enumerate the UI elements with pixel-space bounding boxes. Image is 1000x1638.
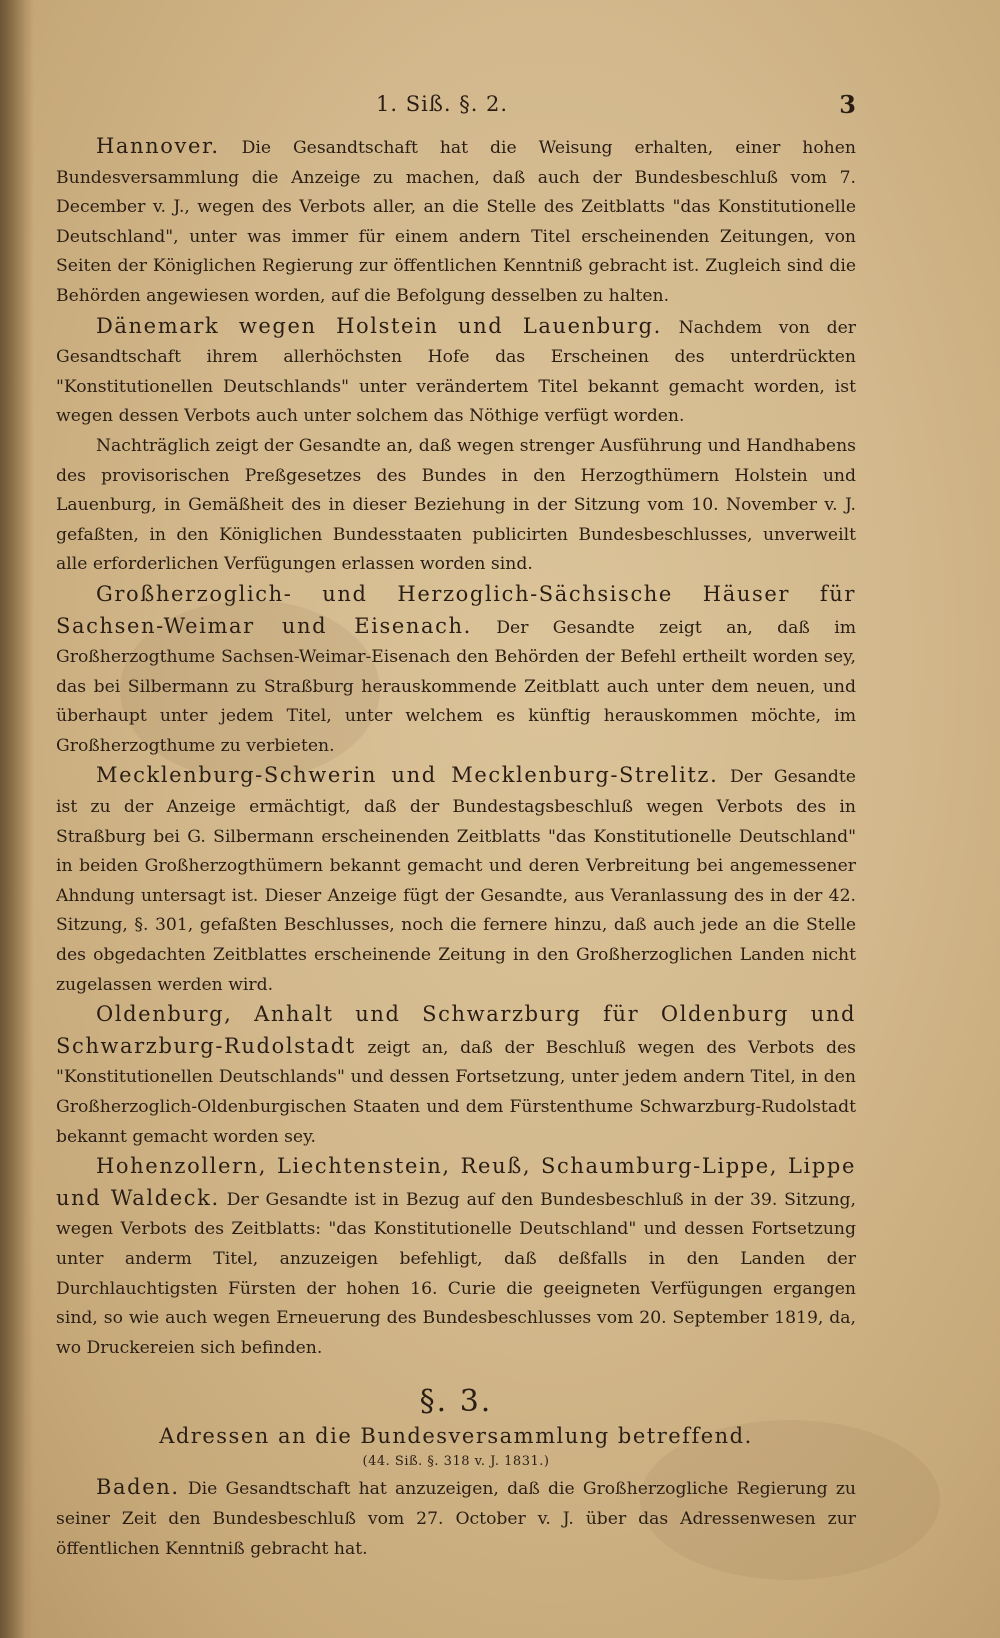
paragraph-text: Der Gesandte ist in Bezug auf den Bundesbeschluß in der 39. Sitzung, wegen Verbots des Zeitblatts: "das Konstitutionelle Deutschland" und dessen Fortsetzung unter anderm Titel, anzuzeigen befehligt, daß deßfalls in den Landen der Durchlauchtigsten Fürsten der hohen 16. Curie die geeigneten Verfügungen ergangen sind, so wie auch wegen Erneuerung des Bundesbeschlusses vom 20. September 1819, da, wo Druckereien sich befinden. <box>56 1189 856 1358</box>
paragraph-text: Nachdem von der Gesandtschaft ihrem allerhöchsten Hofe das Erscheinen des unterdrückten "Konstitutionellen Deutschlands" unter verändertem Titel bekannt gemacht worden, ist wegen dessen Verbots auch unter solchem das Nöthige verfügt worden. <box>56 317 856 427</box>
page-spine-shadow <box>0 0 34 1638</box>
state-name: Hohenzollern, Liechtenstein, Reuß, Schaumburg-Lippe, Lippe und Waldeck. <box>56 1154 856 1210</box>
paragraph-baden <box>56 1473 856 1564</box>
page-number: 3 <box>839 90 856 119</box>
paragraph-daenemark <box>56 312 856 432</box>
state-name: Großherzoglich- und Herzoglich-Sächsische Häuser für Sachsen-Weimar und Eisenach. <box>56 581 856 638</box>
state-name: Hannover. <box>96 134 220 158</box>
state-name: Dänemark wegen Holstein und Lauenburg. <box>96 313 662 338</box>
paragraph-text: Der Gesandte zeigt an, daß im Großherzogthume Sachsen-Weimar-Eisenach den Behörden der Befehl ertheilt worden sey, das bei Silbermann zu Straßburg herauskommende Zeitblatt auch unter dem neuen, und überhaupt unter jedem Titel, unter welchem es künftig herauskommen möchte, im Großherzogthume zu verbieten. <box>56 617 856 756</box>
state-name: Mecklenburg-Schwerin und Mecklenburg-Strelitz. <box>96 763 719 788</box>
paragraph-mecklenburg <box>56 761 856 1000</box>
paragraph-text: zeigt an, daß der Beschluß wegen des Verbots des "Konstitutionellen Deutschlands" und dessen Fortsetzung, unter jedem andern Titel, in den Großherzoglich-Oldenburgischen Staaten und dem Fürstenthume Schwarzburg-Rudolstadt bekannt gemacht worden sey. <box>56 1037 856 1147</box>
state-name: Oldenburg, Anhalt und Schwarzburg für Oldenburg und Schwarzburg-Rudolstadt <box>56 1002 856 1058</box>
state-name: Baden. <box>96 1475 180 1500</box>
section-reference: (44. Siß. §. 318 v. J. 1831.) <box>362 1454 550 1470</box>
running-head <box>56 92 856 128</box>
paragraph-text: Die Gesandtschaft hat die Weisung erhalten, einer hohen Bundesversammlung die Anzeige zu machen, daß auch der Bundesbeschluß vom 7. December v. J., wegen des Verbots aller, an die Stelle des Zeitblatts "das Konstitutionelle Deutschland", unter was immer für einem andern Titel erscheinenden Zeitungen, von Seiten der Königlichen Regierung zur öffentlichen Kenntniß gebracht ist. Zugleich sind die Behörden angewiesen worden, auf die Befolgung desselben zu halten. <box>56 138 856 306</box>
paragraph-text: Der Gesandte ist zu der Anzeige ermächtigt, daß der Bundestagsbeschluß wegen Verbots des in Straßburg bei G. Silbermann erscheinenden Zeitblatts "das Konstitutionelle Deutschland" in beiden Großherzogthümern bekannt gemacht und deren Verbreitung bei angemessener Ahndung untersagt ist. Dieser Anzeige fügt der Gesandte, aus Veranlassung des in der 42. Sitzung, §. 301, gefaßten Beschlusses, noch die fernere hinzu, daß auch jede an die Stelle des obgedachten Zeitblattes erscheinende Zeitung in den Großherzoglichen Landen nicht zugelassen werden wird. <box>56 767 856 995</box>
body-text <box>56 132 856 1564</box>
paragraph-hohenzollern <box>56 1152 856 1363</box>
running-head-title: 1. Siß. §. 2. <box>376 92 509 116</box>
section-heading <box>56 1383 856 1473</box>
paragraph-oldenburg <box>56 1000 856 1152</box>
paragraph-text: Die Gesandtschaft hat anzuzeigen, daß die Großherzogliche Regierung zu seiner Zeit den Bundesbeschluß vom 27. October v. J. über das Adressenwesen zur öffentlichen Kenntniß gebracht hat. <box>56 1479 856 1559</box>
section-number: §. 3. <box>419 1384 493 1420</box>
paragraph-sachsen <box>56 580 856 762</box>
paragraph-nachtraeglich <box>56 432 856 580</box>
paragraph-hannover <box>56 132 856 312</box>
paragraph-text: Nachträglich zeigt der Gesandte an, daß wegen strenger Ausführung und Handhabens des provisorischen Preßgesetzes des Bundes in den Herzogthümern Holstein und Lauenburg, in Gemäßheit des in dieser Beziehung in der Sitzung vom 10. November v. J. gefaßten, in den Königlichen Bundesstaaten publicirten Bundesbeschlusses, unverweilt alle erforderlichen Verfügungen erlassen worden sind. <box>56 435 856 575</box>
section-title: Adressen an die Bundesversammlung betreffend. <box>159 1424 753 1449</box>
